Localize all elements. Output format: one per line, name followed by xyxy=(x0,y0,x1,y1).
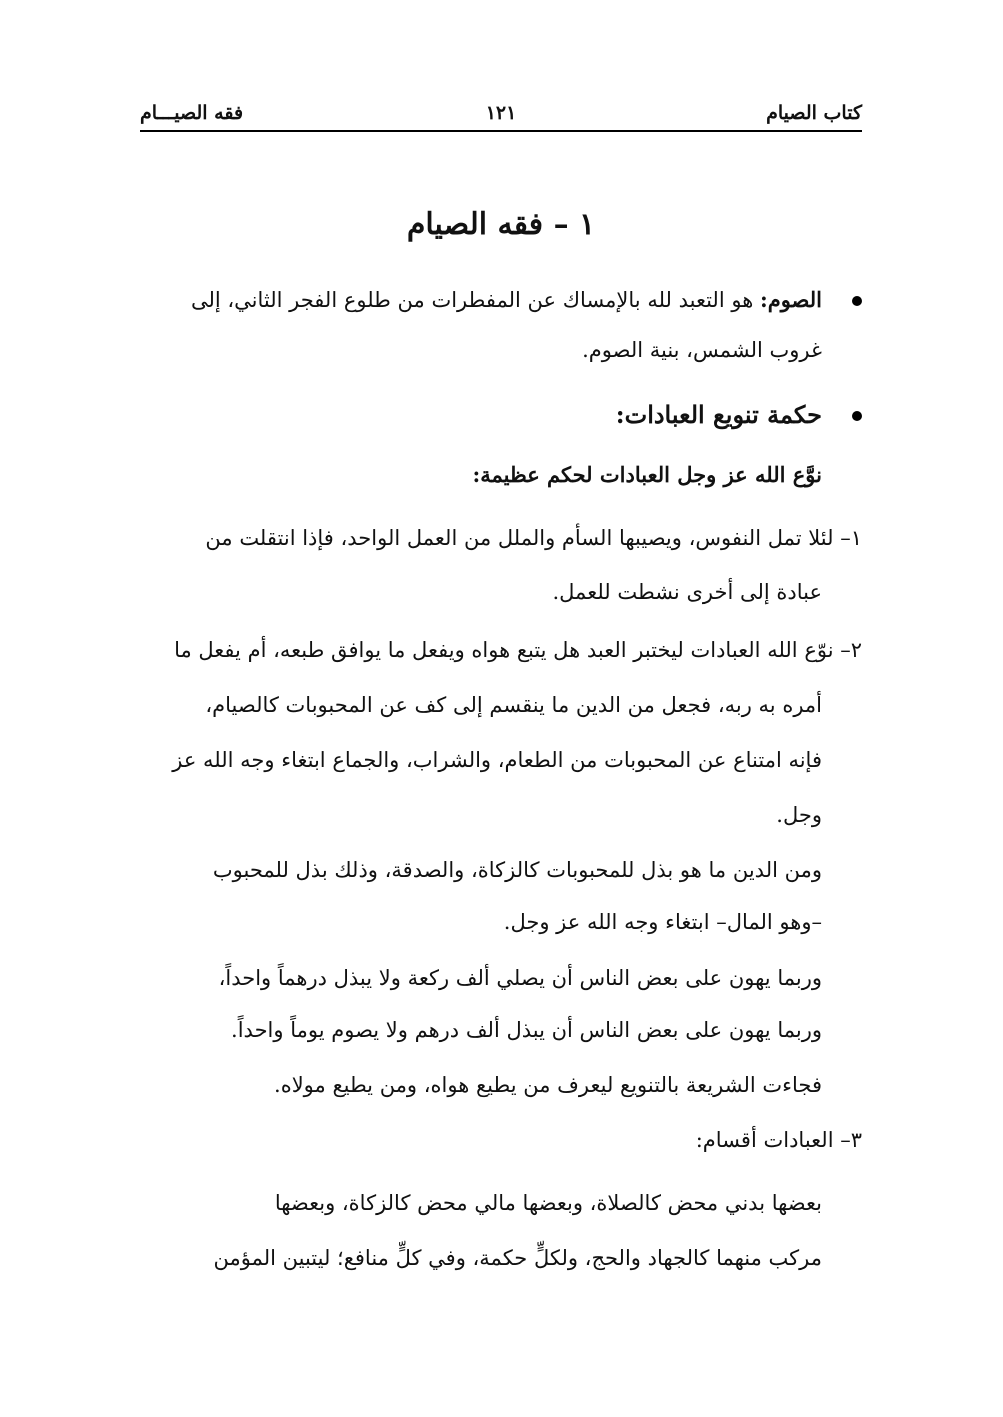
book-title: كتاب الصيام xyxy=(766,102,862,124)
definition-text: هو التعبد لله بالإمساك عن المفطرات من طلوع الفجر الثاني، إلى xyxy=(190,288,754,312)
chapter-title: ١ – فقه الصيام xyxy=(406,207,596,242)
definition-line-2: غروب الشمس، بنية الصوم. xyxy=(582,338,822,362)
page-number: ١٢١ xyxy=(485,102,517,124)
bullet-icon xyxy=(852,296,862,306)
header-rule xyxy=(140,130,862,132)
point-2-line-3: فإنه امتناع عن المحبوبات من الطعام، والشراب، والجماع ابتغاء وجه الله عز xyxy=(172,748,822,772)
point-3-line-1: بعضها بدني محض كالصلاة، وبعضها مالي محض كالزكاة، وبعضها xyxy=(274,1191,822,1215)
point-3-line-2: مركب منهما كالجهاد والحج، ولكلٍّ حكمة، وفي كلٍّ منافع؛ ليتبين المؤمن xyxy=(213,1246,822,1270)
point-1-line-1: ١– لئلا تمل النفوس، ويصيبها السأم والملل من العمل الواحد، فإذا انتقلت من xyxy=(205,526,862,550)
bullet-icon xyxy=(852,411,862,421)
point-1-line-2: عبادة إلى أخرى نشطت للعمل. xyxy=(552,580,822,604)
section-title: فقه الصيـــام xyxy=(140,102,244,124)
running-header xyxy=(140,96,862,130)
wisdom-intro: نوَّع الله عز وجل العبادات لحكم عظيمة: xyxy=(472,462,822,487)
point-3-heading: ٣– العبادات أقسام: xyxy=(695,1128,862,1152)
point-2b-line-2: –وهو المال– ابتغاء وجه الله عز وجل. xyxy=(503,910,822,934)
body-text xyxy=(140,280,862,1340)
point-2b-line-1: ومن الدين ما هو بذل للمحبوبات كالزكاة، والصدقة، وذلك بذل للمحبوب xyxy=(212,858,822,882)
point-2-line-4: وجل. xyxy=(776,803,822,827)
point-2c-line-2: وربما يهون على بعض الناس أن يبذل ألف درهم ولا يصوم يوماً واحداً. xyxy=(231,1018,822,1042)
point-2c-line-1: وربما يهون على بعض الناس أن يصلي ألف ركعة ولا يبذل درهماً واحداً، xyxy=(218,966,822,990)
point-2d-line-1: فجاءت الشريعة بالتنويع ليعرف من يطيع هواه، ومن يطيع مولاه. xyxy=(274,1073,822,1097)
point-2-line-2: أمره به ربه، فجعل من الدين ما ينقسم إلى كف عن المحبوبات كالصيام، xyxy=(205,693,822,717)
wisdom-heading: حكمة تنويع العبادات: xyxy=(615,400,822,429)
definition-line-1 xyxy=(140,280,822,320)
definition-term: الصوم: xyxy=(759,287,822,312)
point-2-line-1: ٢– نوّع الله العبادات ليختبر العبد هل يتبع هواه ويفعل ما يوافق طبعه، أم يفعل ما xyxy=(174,638,862,662)
